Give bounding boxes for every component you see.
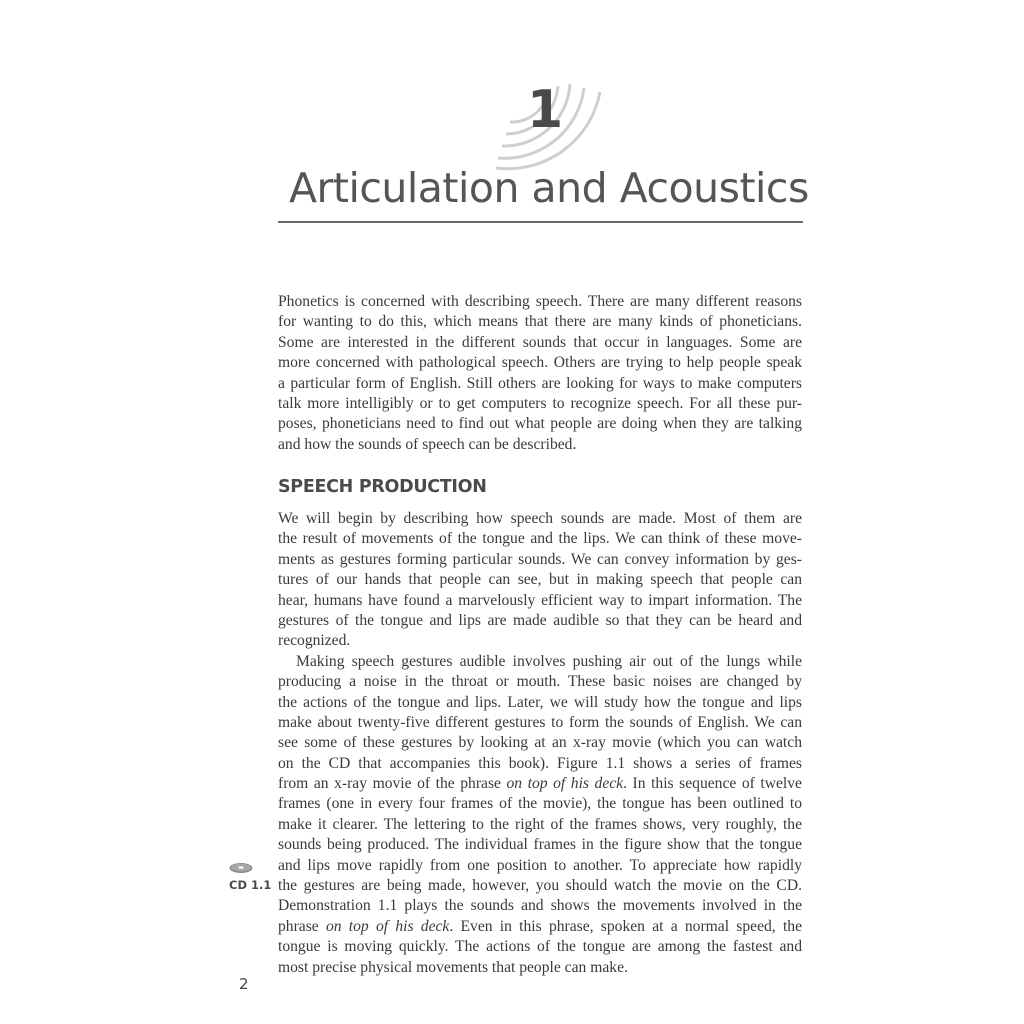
- title-divider: [278, 221, 803, 223]
- text-line: more concerned with pathological speech. Others are trying to help people speak: [278, 354, 802, 372]
- text-line: [278, 917, 802, 937]
- text-line: producing a noise in the throat or mouth. These basic noises are changed by: [278, 673, 802, 691]
- cd-reference-label: CD 1.1: [229, 878, 272, 892]
- section-heading: SPEECH PRODUCTION: [278, 477, 487, 497]
- text-fragment: . In this sequence of twelve: [623, 775, 802, 793]
- text-line: talk more intelligibly or to get computers to recognize speech. For all these pur-: [278, 394, 802, 412]
- text-line: most precise physical movements that people can make.: [278, 958, 628, 976]
- cd-icon: [229, 862, 253, 874]
- text-line: a particular form of English. Still others are looking for ways to make computers: [278, 374, 802, 392]
- text-line: for wanting to do this, which means that there are many kinds of phoneticians.: [278, 313, 802, 331]
- text-line: sounds being produced. The individual frames in the figure show that the tongue: [278, 836, 802, 854]
- text-line: make about twenty-five different gestures to form the sounds of English. We can: [278, 713, 802, 731]
- text-line: and lips move rapidly from one position to another. To appreciate how rapidly: [278, 856, 802, 874]
- text-line: ments as gestures forming particular sounds. We can convey information by ges-: [278, 550, 802, 568]
- text-line: gestures of the tongue and lips are made audible so that they can be heard and: [278, 611, 802, 629]
- text-line: recognized.: [278, 632, 351, 650]
- text-line: hear, humans have found a marvelously efficient way to impart information. The: [278, 591, 802, 609]
- text-line: and how the sounds of speech can be described.: [278, 435, 577, 453]
- text-fragment: from an x-ray movie of the phrase: [278, 775, 507, 793]
- chapter-number: 1: [527, 80, 564, 140]
- text-line: Phonetics is concerned with describing speech. There are many different reasons: [278, 293, 802, 310]
- chapter-title: Articulation and Acoustics: [289, 164, 809, 212]
- text-line: Demonstration 1.1 plays the sounds and shows the movements involved in the: [278, 897, 802, 915]
- text-line: Some are interested in the different sounds that occur in languages. Some are: [278, 333, 802, 351]
- text-fragment: . Even in this phrase, spoken at a normal speed, the: [449, 917, 802, 935]
- text-line: see some of these gestures by looking at an x-ray movie (which you can watch: [278, 734, 802, 752]
- text-line: the result of movements of the tongue and the lips. We can think of these move-: [278, 530, 802, 548]
- text-line: tures of our hands that people can see, but in making speech that people can: [278, 571, 802, 589]
- page-number: 2: [239, 975, 249, 993]
- text-line: Making speech gestures audible involves pushing air out of the lungs while: [296, 652, 802, 670]
- text-line: poses, phoneticians need to find out what people are doing when they are talking: [278, 415, 802, 433]
- text-line: We will begin by describing how speech sounds are made. Most of them are: [278, 510, 802, 527]
- section-body: [278, 509, 802, 978]
- text-line: make it clearer. The lettering to the right of the frames shows, very roughly, the: [278, 815, 802, 833]
- text-line: tongue is moving quickly. The actions of the tongue are among the fastest and: [278, 938, 802, 956]
- text-line: the actions of the tongue and lips. Later, we will study how the tongue and lips: [278, 693, 802, 711]
- intro-paragraph: [278, 292, 802, 455]
- text-line: [278, 774, 802, 794]
- text-line: on the CD that accompanies this book). Figure 1.1 shows a series of frames: [278, 754, 802, 772]
- italic-phrase: on top of his deck: [325, 917, 450, 935]
- text-line: the gestures are being made, however, you should watch the movie on the CD.: [278, 877, 802, 895]
- italic-phrase: on top of his deck: [506, 775, 624, 793]
- text-fragment: phrase: [278, 917, 326, 935]
- text-line: frames (one in every four frames of the movie), the tongue has been outlined to: [278, 795, 802, 813]
